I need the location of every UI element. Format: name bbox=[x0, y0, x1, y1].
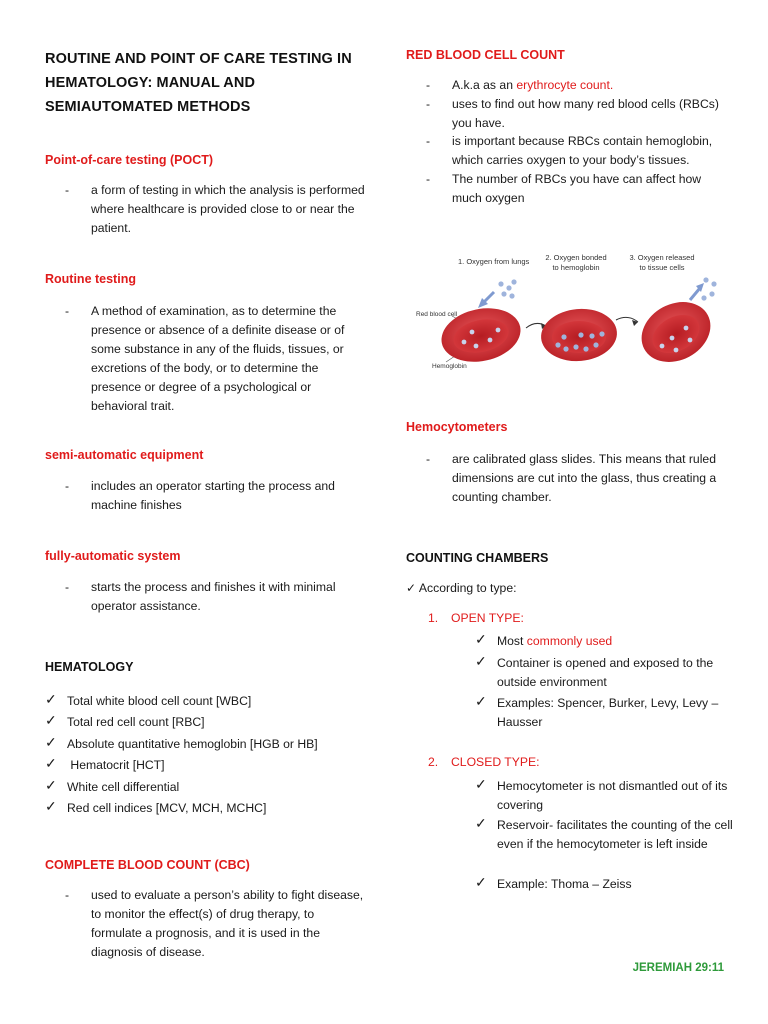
closed-type-item: ✓ Hemocytometer is not dismantled out of its covering bbox=[475, 776, 728, 812]
step2-label-line1: 2. Oxygen bonded bbox=[545, 253, 607, 262]
step1-label: 1. Oxygen from lungs bbox=[458, 257, 530, 266]
step3-label-line2: to tissue cells bbox=[639, 263, 685, 272]
check-icon: ✓ bbox=[45, 712, 57, 728]
dash-bullet: - bbox=[426, 172, 431, 186]
commonly-used-highlight: commonly used bbox=[526, 634, 613, 648]
hemocytometers-item: - are calibrated glass slides. This means that ruled dimensions are cut into the glass, thus creating a counting chamber. bbox=[426, 452, 717, 504]
hematology-item: ✓ Total white blood cell count [WBC] bbox=[45, 691, 252, 708]
closed-type-item: ✓ Reservoir- facilitates the counting of the cell even if the hemocytometer is left inside bbox=[475, 815, 733, 851]
incoming-oxygen-icon bbox=[478, 279, 517, 308]
hematology-item: ✓ Red cell indices [MCV, MCH, MCHC] bbox=[45, 798, 267, 815]
rbc-item: - A.k.a as an erythrocyte count. bbox=[426, 76, 726, 95]
check-icon: ✓ bbox=[475, 815, 487, 831]
poct-text: a form of testing in which the analysis is performed where healthcare is provided close to or near the patient. bbox=[91, 183, 365, 235]
counting-chambers-heading: COUNTING CHAMBERS bbox=[406, 551, 549, 565]
open-type-label: 1. OPEN TYPE: bbox=[428, 611, 524, 625]
hematology-item: ✓ Absolute quantitative hemoglobin [HGB or HB] bbox=[45, 734, 318, 751]
check-icon: ✓ bbox=[475, 693, 487, 709]
poct-heading: Point-of-care testing (POCT) bbox=[45, 153, 214, 167]
poct-item bbox=[65, 181, 365, 238]
check-icon: ✓ bbox=[45, 777, 57, 793]
oxygen-transport-figure bbox=[406, 250, 736, 380]
cbc-text: used to evaluate a person’s ability to fight disease, to monitor the effect(s) of drug therapy, to formulate a prognosis, and it is used in the diagnosis of disease. bbox=[91, 888, 364, 959]
routine-item bbox=[65, 302, 365, 416]
closed-type-label: 2. CLOSED TYPE: bbox=[428, 755, 540, 769]
check-icon: ✓ bbox=[45, 798, 57, 814]
dash-bullet: - bbox=[426, 97, 431, 111]
dash-bullet: - bbox=[65, 304, 70, 318]
dash-bullet: - bbox=[65, 183, 70, 197]
check-icon: ✓ bbox=[475, 776, 487, 792]
rbc-heading: RED BLOOD CELL COUNT bbox=[406, 48, 565, 62]
according-to-type: ✓ According to type: bbox=[406, 581, 517, 595]
erythrocyte-highlight: erythrocyte count. bbox=[516, 78, 614, 92]
cbc-heading: COMPLETE BLOOD COUNT (CBC) bbox=[45, 858, 250, 872]
red-blood-cell-2 bbox=[539, 306, 619, 364]
semi-auto-item bbox=[65, 477, 365, 515]
check-icon: ✓ bbox=[45, 755, 57, 771]
dash-bullet: - bbox=[426, 452, 431, 466]
dash-bullet: - bbox=[65, 479, 70, 493]
check-icon: ✓ bbox=[475, 874, 487, 890]
rbc-item: - is important because RBCs contain hemoglobin, which carries oxygen to your body’s tissues. bbox=[426, 134, 713, 167]
routine-text: A method of examination, as to determine the presence or absence of a definite disease or of some substance in any of the fluids, tissues, or excretions of the body, or to determine the presence or degree of a psychological or behavioral trait. bbox=[91, 304, 345, 413]
document-title: ROUTINE AND POINT OF CARE TESTING IN HEMATOLOGY: MANUAL AND SEMIAUTOMATED METHODS bbox=[45, 51, 352, 115]
step3-label-line1: 3. Oxygen released bbox=[629, 253, 695, 262]
check-icon: ✓ bbox=[45, 734, 57, 750]
hematology-heading: HEMATOLOGY bbox=[45, 660, 134, 674]
hemocytometers-heading: Hemocytometers bbox=[406, 420, 508, 434]
released-oxygen-icon bbox=[690, 277, 717, 300]
cbc-item bbox=[65, 886, 365, 962]
hematology-item: ✓ White cell differential bbox=[45, 777, 180, 794]
check-icon: ✓ bbox=[475, 631, 487, 647]
dash-bullet: - bbox=[426, 134, 431, 148]
dash-bullet: - bbox=[65, 888, 70, 902]
step2-label-line2: to hemoglobin bbox=[552, 263, 600, 272]
open-type-item: ✓ Container is opened and exposed to the outside environment bbox=[475, 653, 714, 689]
rbc-item: - The number of RBCs you have can affect how much oxygen bbox=[426, 172, 702, 205]
check-icon: ✓ bbox=[475, 653, 487, 669]
hematology-item: ✓ Total red cell count [RBC] bbox=[45, 712, 205, 729]
dash-bullet: - bbox=[65, 580, 70, 594]
semi-auto-heading: semi-automatic equipment bbox=[45, 448, 204, 462]
footer-verse: JEREMIAH 29:11 bbox=[632, 962, 724, 974]
closed-type-item: ✓ Example: Thoma – Zeiss bbox=[475, 874, 632, 891]
red-blood-cell-3 bbox=[631, 290, 721, 373]
red-blood-cell-label: Red blood cell bbox=[416, 311, 458, 318]
check-icon: ✓ bbox=[45, 691, 57, 707]
routine-heading: Routine testing bbox=[45, 272, 136, 286]
hemoglobin-label: Hemoglobin bbox=[432, 363, 467, 370]
fully-auto-item bbox=[65, 578, 365, 616]
semi-auto-text: includes an operator starting the process and machine finishes bbox=[91, 479, 335, 512]
fully-auto-heading: fully-automatic system bbox=[45, 549, 181, 563]
dash-bullet: - bbox=[426, 78, 431, 92]
hematology-item: ✓ Hematocrit [HCT] bbox=[45, 755, 165, 772]
rbc-item: - uses to find out how many red blood cells (RBCs) you have. bbox=[426, 97, 719, 130]
fully-auto-text: starts the process and finishes it with minimal operator assistance. bbox=[91, 580, 336, 613]
open-type-item: ✓ Examples: Spencer, Burker, Levy, Levy – Hausser bbox=[475, 693, 719, 729]
open-type-item: ✓ Most commonly used bbox=[475, 631, 613, 648]
